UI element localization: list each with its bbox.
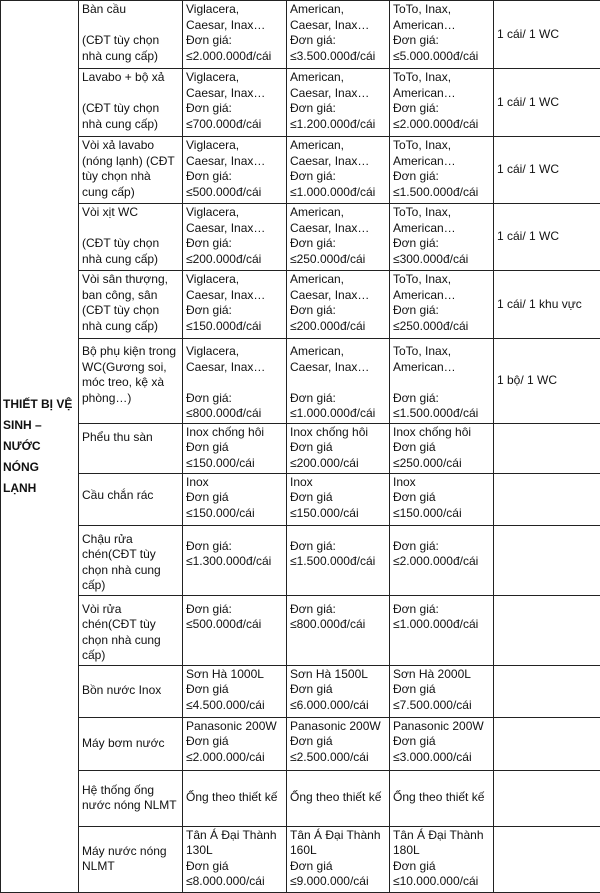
item-cell [79,204,183,271]
item-cell [79,473,183,525]
option-cell-3 [390,717,494,770]
option-text: Đơn giá: ≤1.300.000đ/cái [186,539,271,569]
option-cell-3 [390,339,494,424]
option-text: Đơn giá: ≤800.000đ/cái [290,602,365,632]
item-name: Máy nước nóng NLMT [82,844,167,874]
option-cell-2 [287,473,390,525]
option-text: Viglacera, Caesar, Inax… Đơn giá: ≤2.000.000đ/cái [186,2,271,63]
option-cell-2 [287,69,390,137]
option-text: ToTo, Inax, American… Đơn giá: ≤2.000.000đ/cái [393,70,478,131]
option-cell-1 [183,271,287,339]
item-name: Lavabo + bộ xả [82,70,164,84]
option-cell-1 [183,665,287,717]
option-text: Viglacera, Caesar, Inax… Đơn giá: ≤150.000đ/cái [186,272,265,333]
option-text: ToTo, Inax, American… Đơn giá: ≤250.000đ/cái [393,272,468,333]
option-price: Đơn giá: ≤1.000.000đ/cái [290,391,375,421]
option-cell-3 [390,473,494,525]
table-row [1,204,600,271]
option-cell-3 [390,826,494,892]
option-cell-2 [287,423,390,473]
quantity-cell [494,826,600,892]
item-name: Vòi rửa chén(CĐT tùy chọn nhà cung cấp) [82,602,161,663]
option-text: Viglacera, Caesar, Inax… Đơn giá: ≤700.000đ/cái [186,70,265,131]
item-cell [79,595,183,665]
option-text: Tân Á Đại Thành 130L Đơn giá ≤8.000.000/cái [186,828,277,889]
item-name: Cầu chắn rác [82,488,153,502]
option-cell-2 [287,339,390,424]
option-text: Panasonic 200W Đơn giá ≤2.500.000/cái [290,719,381,764]
item-name: Máy bơm nước [82,736,164,750]
option-cell-1 [183,826,287,892]
quantity-cell [494,717,600,770]
quantity-cell [494,473,600,525]
option-text: Đơn giá: ≤2.000.000đ/cái [393,539,478,569]
option-cell-2 [287,204,390,271]
item-name: Vòi sân thượng, ban công, sân (CĐT tùy chọn nhà cung cấp) [82,272,168,333]
item-name: Phểu thu sàn [82,430,153,444]
option-cell-1 [183,525,287,595]
option-text: Ống theo thiết kế [393,790,484,804]
table-row [1,339,600,424]
quantity-cell: 1 cái/ 1 WC [494,69,600,137]
item-note: (CĐT tùy chọn nhà cung cấp) [82,101,159,131]
item-name: Bàn cầu [82,2,126,16]
option-cell-1 [183,339,287,424]
option-text: American, Caesar, Inax… Đơn giá: ≤1.200.000đ/cái [290,70,375,131]
option-text: Sơn Hà 2000L Đơn giá ≤7.500.000/cái [393,667,472,712]
option-text: Inox chống hôi Đơn giá ≤200.000/cái [290,425,368,470]
option-cell-2 [287,826,390,892]
item-name: Chậu rửa chén(CĐT tùy chọn nhà cung cấp) [82,532,161,593]
quantity-cell [494,770,600,826]
option-text: American, Caesar, Inax… Đơn giá: ≤200.000đ/cái [290,272,369,333]
option-text: Inox Đơn giá ≤150.000/cái [290,475,359,520]
option-price: Đơn giá: ≤1.500.000đ/cái [393,391,478,421]
option-text: Tân Á Đại Thành 180L Đơn giá ≤10.000.000/cái [393,828,484,889]
option-text: ToTo, Inax, American… Đơn giá: ≤5.000.000đ/cái [393,2,478,63]
item-cell [79,770,183,826]
option-text: ToTo, Inax, American… Đơn giá: ≤300.000đ/cái [393,205,468,266]
item-cell [79,69,183,137]
option-text: Tân Á Đại Thành 160L Đơn giá ≤9.000.000/cái [290,828,381,889]
option-text: Sơn Hà 1000L Đơn giá ≤4.500.000/cái [186,667,265,712]
item-note: (CĐT tùy chọn nhà cung cấp) [82,236,159,266]
quantity-cell: 1 cái/ 1 khu vực [494,271,600,339]
option-text: Ống theo thiết kế [186,790,277,804]
table-row [1,595,600,665]
item-cell [79,665,183,717]
option-cell-3 [390,271,494,339]
option-cell-2 [287,525,390,595]
item-cell [79,525,183,595]
table-row [1,423,600,473]
option-cell-2 [287,665,390,717]
item-name: Bồn nước Inox [82,683,161,697]
item-name: Vòi xả lavabo (nóng lạnh) (CĐT tùy chọn nhà cung cấp) [82,138,174,199]
table-row [1,137,600,204]
option-text: Đơn giá: ≤1.500.000đ/cái [290,539,375,569]
item-cell [79,339,183,424]
option-cell-1 [183,69,287,137]
quantity-cell: 1 cái/ 1 WC [494,204,600,271]
table-row [1,473,600,525]
table-row [1,826,600,892]
option-cell-3 [390,665,494,717]
option-cell-2 [287,770,390,826]
quantity-cell [494,525,600,595]
item-cell [79,1,183,69]
quantity-cell: 1 cái/ 1 WC [494,137,600,204]
option-text: Inox chống hôi Đơn giá ≤250.000/cái [393,425,471,470]
quantity-cell: 1 cái/ 1 WC [494,1,600,69]
table-row [1,271,600,339]
option-cell-3 [390,525,494,595]
category-cell: THIẾT BỊ VỆ SINH – NƯỚC NÓNG LẠNH [1,1,79,893]
option-text: American, Caesar, Inax… Đơn giá: ≤1.000.000đ/cái [290,138,375,199]
item-cell [79,826,183,892]
table-row [1,1,600,69]
option-cell-3 [390,204,494,271]
option-cell-3 [390,423,494,473]
table-row [1,770,600,826]
option-cell-1 [183,423,287,473]
option-text: Inox chống hôi Đơn giá ≤150.000/cái [186,425,264,470]
option-brand: Viglacera, Caesar, Inax… [186,344,265,374]
option-cell-3 [390,69,494,137]
item-name: Hệ thống ống nước nóng NLMT [82,783,177,813]
option-text: American, Caesar, Inax… Đơn giá: ≤250.000đ/cái [290,205,369,266]
option-cell-2 [287,1,390,69]
option-cell-2 [287,595,390,665]
option-cell-3 [390,1,494,69]
option-cell-3 [390,595,494,665]
option-cell-1 [183,1,287,69]
option-text: Panasonic 200W Đơn giá ≤3.000.000/cái [393,719,484,764]
quantity-cell [494,423,600,473]
option-text: Đơn giá: ≤1.000.000đ/cái [393,602,478,632]
option-cell-1 [183,770,287,826]
option-text: Panasonic 200W Đơn giá ≤2.000.000/cái [186,719,277,764]
option-brand: American, Caesar, Inax… [290,344,369,374]
option-text: Viglacera, Caesar, Inax… Đơn giá: ≤500.000đ/cái [186,138,265,199]
option-text: Sơn Hà 1500L Đơn giá ≤6.000.000/cái [290,667,369,712]
option-text: Viglacera, Caesar, Inax… Đơn giá: ≤200.000đ/cái [186,205,265,266]
item-cell [79,717,183,770]
table-row [1,525,600,595]
item-cell [79,137,183,204]
table-row [1,69,600,137]
option-cell-3 [390,137,494,204]
option-cell-2 [287,717,390,770]
item-name: Bộ phụ kiện trong WC(Gương soi, móc treo, kệ xà phòng…) [82,344,176,405]
option-text: American, Caesar, Inax… Đơn giá: ≤3.500.000đ/cái [290,2,375,63]
table-row [1,665,600,717]
quantity-cell [494,595,600,665]
option-text: Inox Đơn giá ≤150.000/cái [393,475,462,520]
option-text: Đơn giá: ≤500.000đ/cái [186,602,261,632]
option-text: ToTo, Inax, American… Đơn giá: ≤1.500.000đ/cái [393,138,478,199]
item-cell [79,271,183,339]
option-cell-1 [183,595,287,665]
option-brand: ToTo, Inax, American… [393,344,456,374]
option-price: Đơn giá: ≤800.000đ/cái [186,391,261,421]
option-cell-2 [287,271,390,339]
item-name: Vòi xịt WC [82,205,138,219]
item-cell [79,423,183,473]
option-cell-1 [183,137,287,204]
table-row [1,717,600,770]
option-text: Ống theo thiết kế [290,790,381,804]
option-cell-1 [183,204,287,271]
option-cell-3 [390,770,494,826]
option-cell-2 [287,137,390,204]
option-cell-1 [183,473,287,525]
option-text: Inox Đơn giá ≤150.000/cái [186,475,255,520]
item-note: (CĐT tùy chọn nhà cung cấp) [82,33,159,63]
quantity-cell: 1 bộ/ 1 WC [494,339,600,424]
option-cell-1 [183,717,287,770]
quantity-cell [494,665,600,717]
